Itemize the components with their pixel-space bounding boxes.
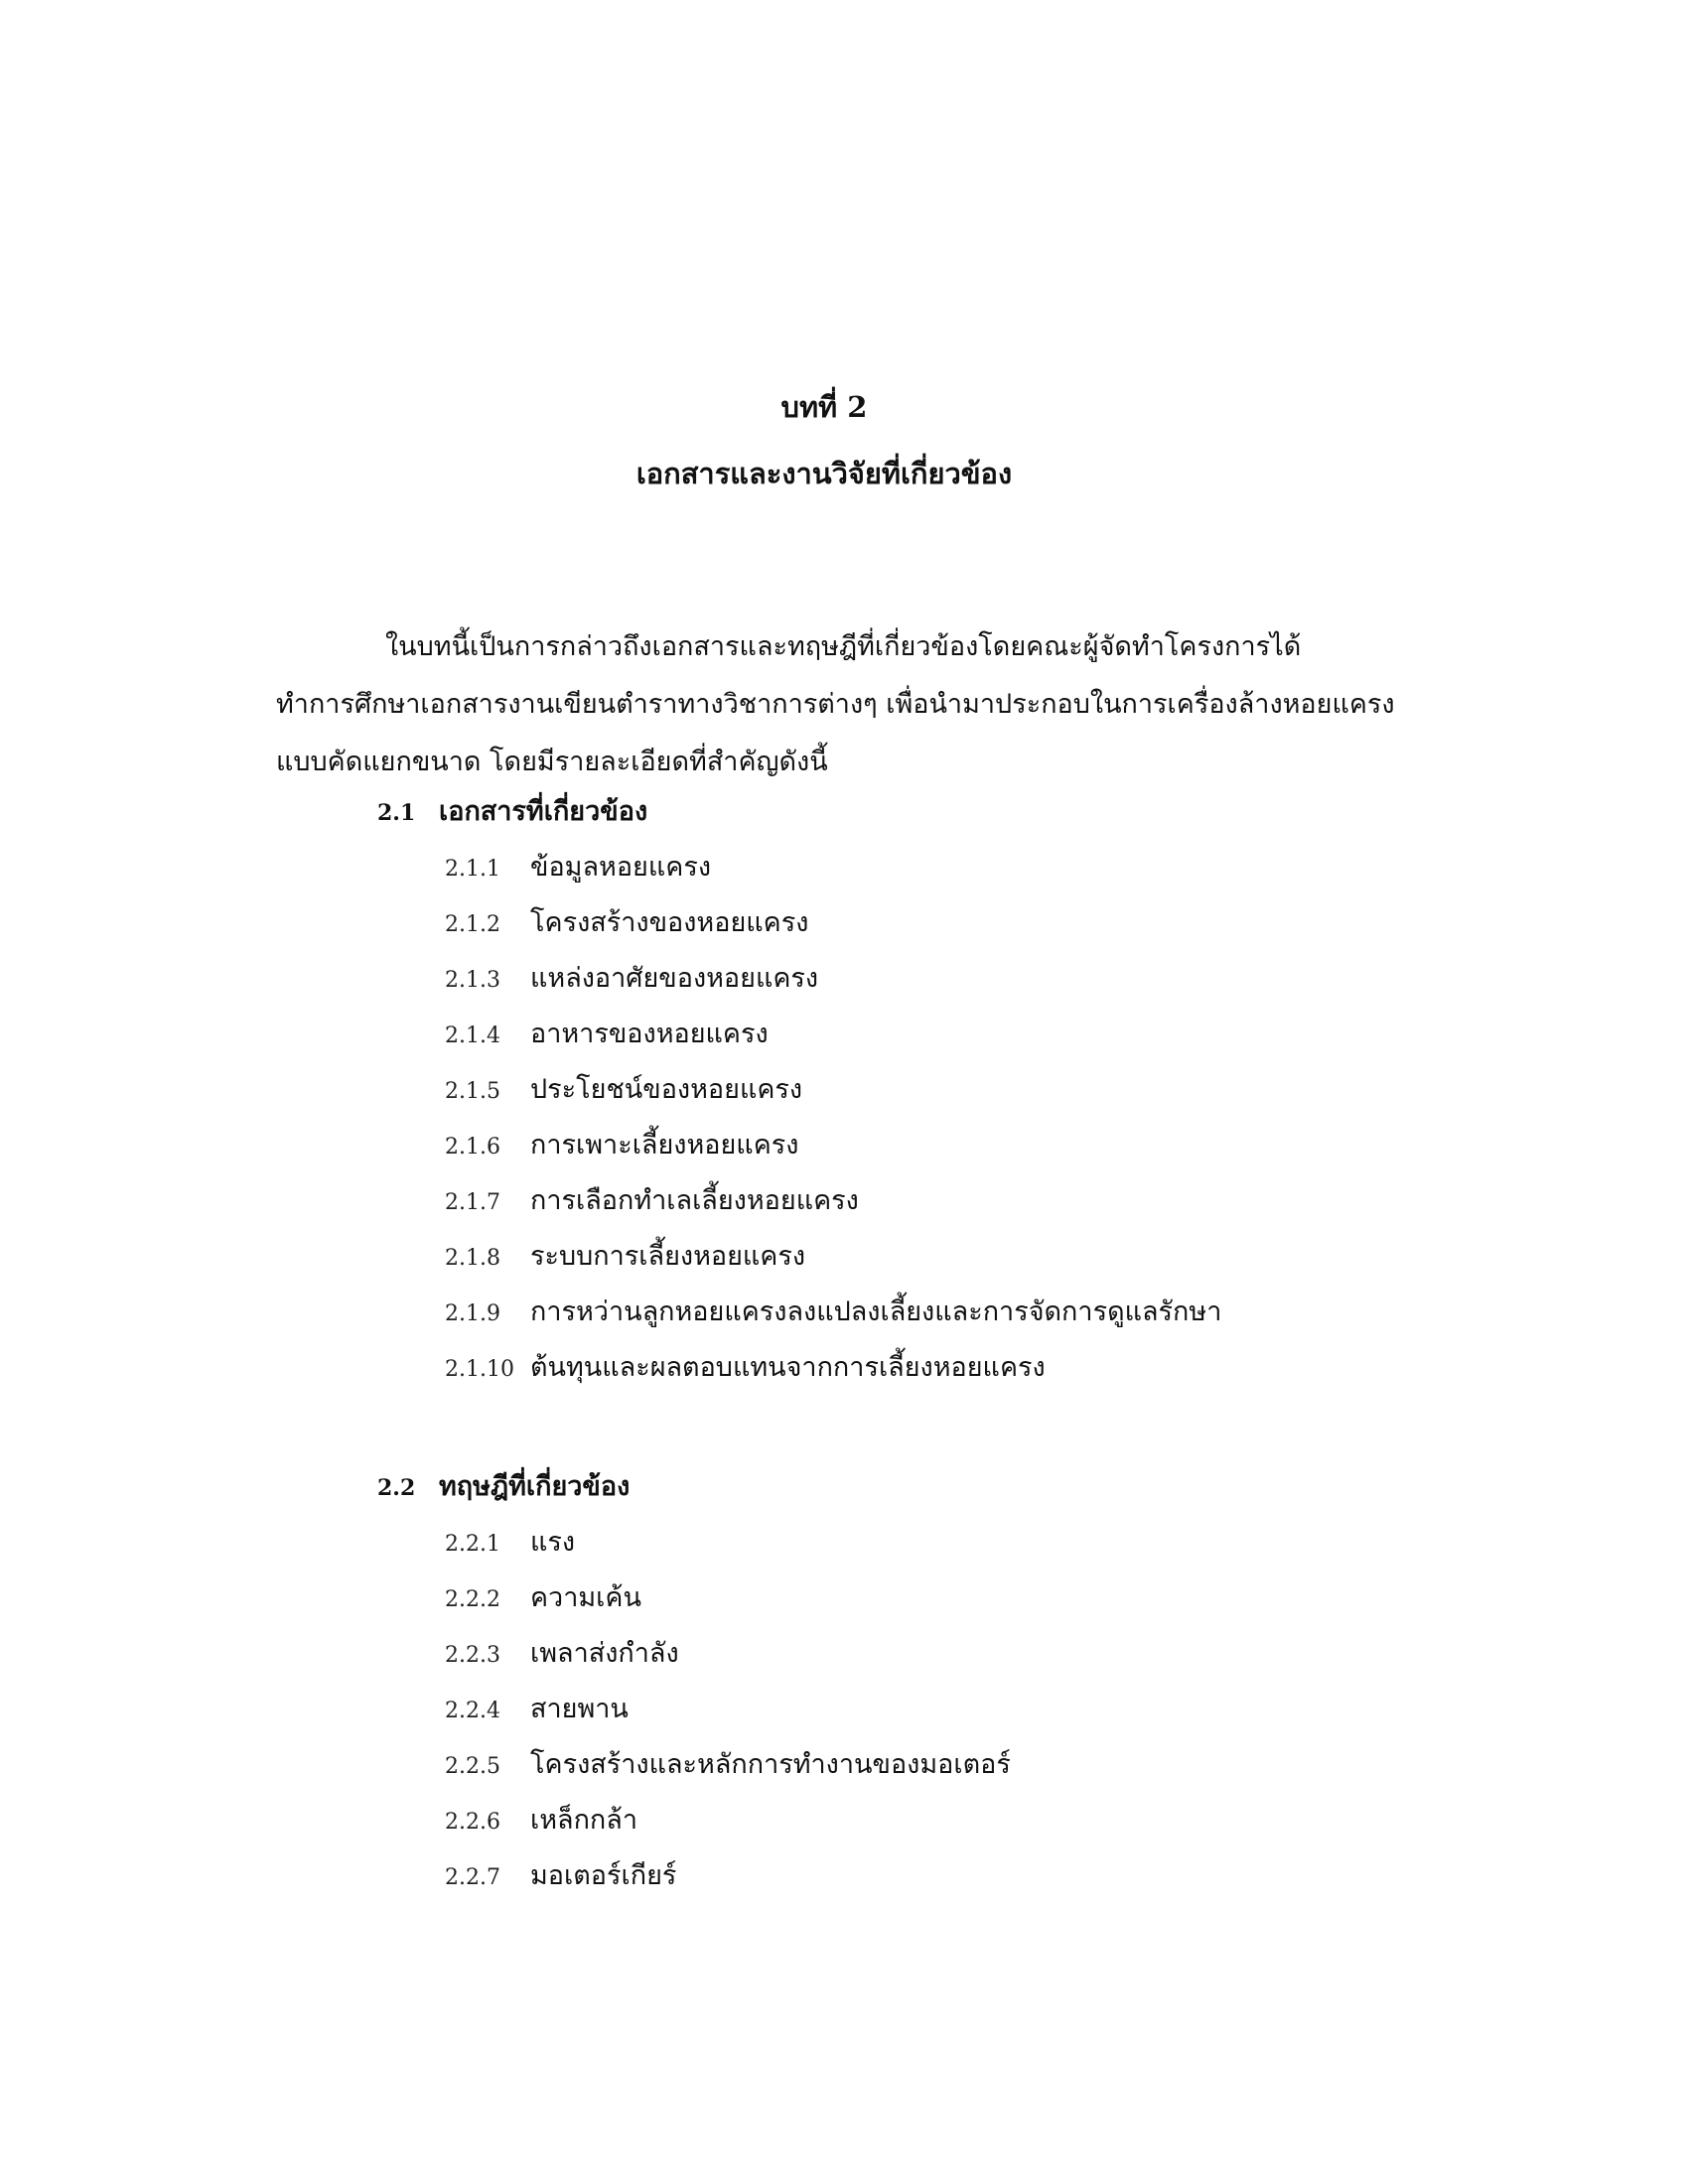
toc-item-number: 2.1.6 — [445, 1135, 500, 1160]
toc-item-label: ข้อมูลหอยแครง — [530, 852, 711, 883]
toc-item-number: 2.2.5 — [445, 1754, 500, 1779]
toc-item-label: เหล็กกล้า — [530, 1805, 637, 1836]
intro-line: ในบทนี้เป็นการกล่าวถึงเอกสารและทฤษฎีที่เกี่ยวข้องโดยคณะผู้จัดทำโครงการได้ — [385, 631, 1302, 662]
toc-item-number: 2.2.6 — [445, 1810, 500, 1835]
toc-item-number: 2.2.3 — [445, 1643, 500, 1668]
toc-item-number: 2.1.5 — [445, 1079, 500, 1104]
toc-item — [445, 1181, 1221, 1237]
toc-item-label: การหว่านลูกหอยแครงลงแปลงเลี้ยงและการจัดการดูแลรักษา — [530, 1297, 1222, 1327]
toc-item-label: สายพาน — [530, 1694, 629, 1724]
toc-item-number: 2.1.3 — [445, 968, 500, 993]
chapter-title: เอกสารและงานวิจัยที่เกี่ยวข้อง — [635, 457, 1013, 490]
intro-line: แบบคัดแยกขนาด โดยมีรายละเอียดที่สำคัญดังนี้ — [276, 747, 828, 777]
toc-item-label: โครงสร้างและหลักการทำงานของมอเตอร์ — [530, 1749, 1011, 1780]
toc-item-label: ระบบการเลี้ยงหอยแครง — [530, 1241, 806, 1272]
toc-item-number: 2.1.9 — [445, 1301, 500, 1326]
toc-item — [445, 1578, 1011, 1634]
toc-item — [445, 1015, 1221, 1070]
toc-item — [445, 1237, 1221, 1293]
toc-item-number: 2.1.1 — [445, 857, 500, 882]
toc-list-2-1 — [445, 848, 1221, 1404]
toc-item — [445, 903, 1221, 959]
toc-item-label: การเลือกทำเลเลี้ยงหอยแครง — [530, 1185, 859, 1216]
section-title: ทฤษฎีที่เกี่ยวข้อง — [439, 1471, 631, 1502]
section-heading-2-1 — [377, 792, 647, 833]
toc-item-number: 2.2.1 — [445, 1532, 500, 1557]
chapter-number: บทที่ 2 — [780, 390, 868, 424]
toc-list-2-2 — [445, 1523, 1011, 1912]
toc-item — [445, 1634, 1011, 1690]
toc-item — [445, 1523, 1011, 1578]
toc-item-number: 2.2.4 — [445, 1699, 500, 1723]
toc-item-number: 2.1.4 — [445, 1024, 500, 1048]
toc-item-number: 2.1.8 — [445, 1246, 500, 1271]
toc-item — [445, 1070, 1221, 1126]
toc-item — [445, 1126, 1221, 1181]
toc-item-label: ความเค้น — [530, 1582, 641, 1613]
toc-item-number: 2.2.7 — [445, 1865, 500, 1890]
intro-line: ทำการศึกษาเอกสารงานเขียนตำราทางวิชาการต่างๆ เพื่อนำมาประกอบในการเครื่องล้างหอยแครง — [276, 689, 1395, 720]
toc-item-number: 2.1.10 — [445, 1357, 514, 1382]
toc-item — [445, 848, 1221, 903]
toc-item-label: มอเตอร์เกียร์ — [530, 1860, 677, 1891]
toc-item — [445, 1801, 1011, 1856]
toc-item — [445, 1690, 1011, 1745]
toc-item-label: ต้นทุนและผลตอบแทนจากการเลี้ยงหอยแครง — [530, 1352, 1046, 1383]
toc-item-number: 2.2.2 — [445, 1587, 500, 1612]
toc-item — [445, 1293, 1221, 1348]
toc-item-number: 2.1.2 — [445, 912, 500, 937]
toc-item — [445, 1745, 1011, 1801]
intro-paragraph — [276, 618, 1395, 791]
section-number: 2.1 — [377, 800, 416, 826]
toc-item-label: ประโยชน์ของหอยแครง — [530, 1074, 803, 1105]
toc-item-label: การเพาะเลี้ยงหอยแครง — [530, 1130, 799, 1160]
toc-item-label: อาหารของหอยแครง — [530, 1019, 769, 1049]
section-heading-2-2 — [377, 1467, 630, 1508]
toc-item-label: เพลาส่งกำลัง — [530, 1638, 679, 1669]
toc-item — [445, 1348, 1221, 1404]
toc-item — [445, 1856, 1011, 1912]
section-number: 2.2 — [377, 1475, 416, 1501]
section-title: เอกสารที่เกี่ยวข้อง — [439, 796, 648, 827]
toc-item-number: 2.1.7 — [445, 1190, 500, 1215]
toc-item-label: แรง — [530, 1527, 576, 1558]
toc-item-label: โครงสร้างของหอยแครง — [530, 907, 809, 938]
toc-item — [445, 959, 1221, 1015]
toc-item-label: แหล่งอาศัยของหอยแครง — [530, 963, 819, 994]
